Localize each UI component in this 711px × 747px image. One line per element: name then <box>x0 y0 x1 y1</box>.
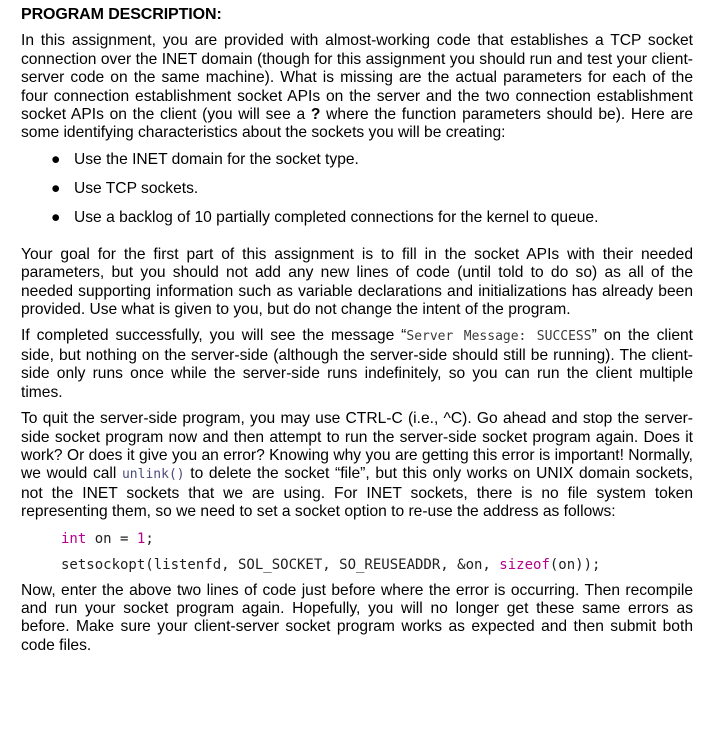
code-text: (on)); <box>549 556 601 573</box>
success-text-before: If completed successfully, you will see the message “ <box>21 327 407 345</box>
intro-paragraph <box>21 32 693 142</box>
list-item-text: Use the INET domain for the socket type. <box>74 150 359 168</box>
server-message-code: Server Message: SUCCESS <box>406 329 592 345</box>
success-text-after: ” on the client side, but nothing on the server-side (although the server-side should still be running). The client-side only runs once while the server-side runs indefinitely, so you can run the client multiple times. <box>21 327 694 401</box>
question-mark: ? <box>310 106 321 124</box>
quit-text-before: To quit the server-side program, you may use CTRL-C (i.e., ^C). Go ahead and stop the server-side socket program now and then attempt to run the server-side socket program again. Does it work? Or does it give you an error? Knowing why you are getting this error is important! Normally, we would call <box>21 410 693 483</box>
list-item <box>21 209 693 238</box>
bullet-icon: ● <box>51 150 61 168</box>
quit-paragraph <box>21 410 693 521</box>
code-text: setsockopt(listenfd, SOL_SOCKET, SO_REUSEADDR, &on, <box>61 556 500 573</box>
code-keyword: sizeof <box>499 556 550 573</box>
list-item-text: Use TCP sockets. <box>74 179 199 197</box>
bullet-icon: ● <box>51 179 61 197</box>
list-item <box>21 180 693 209</box>
characteristics-list <box>21 151 693 238</box>
code-text: ; <box>145 530 154 547</box>
intro-text-after: where the function parameters should be). Here are some identifying characteristics about the sockets you will be creating: <box>21 106 693 142</box>
unlink-code: unlink() <box>121 467 185 483</box>
code-snippet <box>61 530 693 574</box>
list-item-text: Use a backlog of 10 partially completed connections for the kernel to queue. <box>74 208 599 226</box>
code-text: on = <box>86 530 137 547</box>
section-heading: PROGRAM DESCRIPTION: <box>21 6 222 23</box>
bullet-icon: ● <box>51 208 61 226</box>
code-number: 1 <box>136 530 146 547</box>
closing-paragraph: Now, enter the above two lines of code just before where the error is occurring. Then recompile and run your socket program again. Hopefully, you will no longer get these same errors as before. Make sure your client-server socket program works as expected and then submit both code files. <box>21 581 693 654</box>
code-line-2 <box>61 556 693 574</box>
intro-text-before: In this assignment, you are provided with almost-working code that establishes a TCP socket connection over the INET domain (though for this assignment you should run and test your client-server code on the same machine). What is missing are the actual parameters for each of the four connection establishment socket APIs on the server and the two connection establishment socket APIs on the client (you will see a <box>21 32 693 124</box>
quit-text-after: to delete the socket “file”, but this only works on UNIX domain sockets, not the INET sockets that we are using. For INET sockets, there is no file system token representing them, so we need to set a socket option to re-use the address as follows: <box>21 465 693 521</box>
success-paragraph <box>21 327 693 402</box>
list-item <box>21 151 693 180</box>
code-line-1 <box>61 530 693 548</box>
goal-paragraph: Your goal for the first part of this assignment is to fill in the socket APIs with their needed parameters, but you should not add any new lines of code (until told to do so) as all of the needed supporting information such as variable declarations and initializations has already been provided. Use what is given to you, but do not change the intent of the program. <box>21 245 693 319</box>
code-keyword: int <box>61 530 87 547</box>
